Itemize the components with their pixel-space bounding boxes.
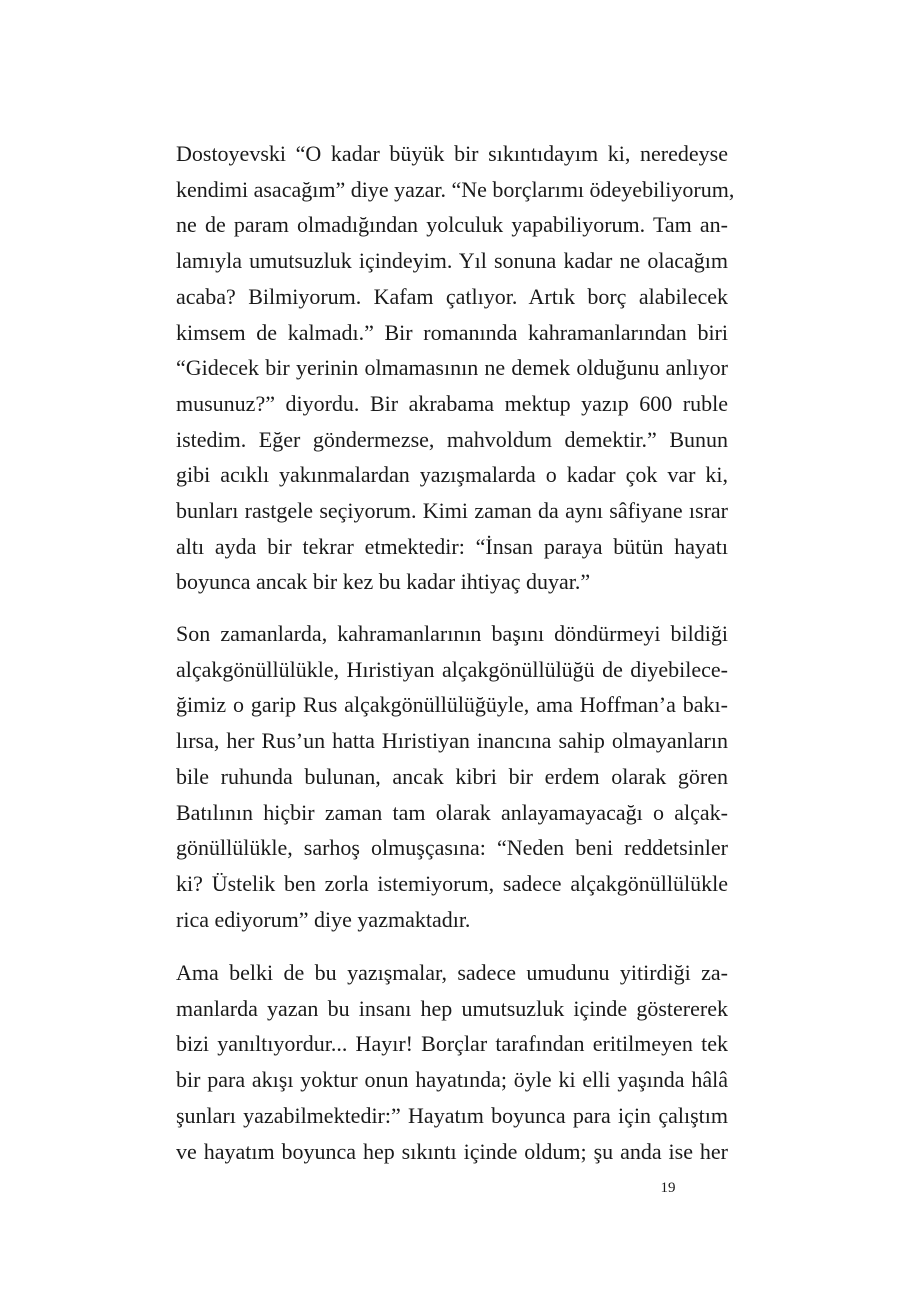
text-line: bile ruhunda bulunan, ancak kibri bir erdem olarak gören bbox=[176, 763, 728, 789]
text-line: “Gidecek bir yerinin olmamasının ne demek olduğunu anlıyor bbox=[176, 355, 728, 381]
text-line: ki? Üstelik ben zorla istemiyorum, sadece alçakgönüllülükle bbox=[176, 870, 728, 896]
text-line: alçakgönüllülükle, Hıristiyan alçakgönüllülüğü de diyebilece- bbox=[176, 656, 728, 682]
text-line: altı ayda bir tekrar etmektedir: “İnsan paraya bütün hayatı bbox=[176, 533, 728, 559]
text-line: lamıyla umutsuzluk içindeyim. Yıl sonuna kadar ne olacağım bbox=[176, 248, 728, 274]
text-line: Son zamanlarda, kahramanlarının başını döndürmeyi bildiği bbox=[176, 621, 728, 646]
text-line: istedim. Eğer göndermezse, mahvoldum demektir.” Bunun bbox=[176, 426, 728, 452]
text-line: bizi yanıltıyordur... Hayır! Borçlar tarafından eritilmeyen tek bbox=[176, 1031, 728, 1057]
text-line: ğimiz o garip Rus alçakgönüllülüğüyle, ama Hoffman’a bakı- bbox=[176, 692, 728, 718]
text-line: gibi acıklı yakınmalardan yazışmalarda o kadar çok var ki, bbox=[176, 462, 728, 488]
text-line: bir para akışı yoktur onun hayatında; öyle ki elli yaşında hâlâ bbox=[176, 1067, 728, 1093]
text-line: acaba? Bilmiyorum. Kafam çatlıyor. Artık borç alabilecek bbox=[176, 283, 728, 309]
text-line: manlarda yazan bu insanı hep umutsuzluk içinde göstererek bbox=[176, 995, 728, 1021]
paragraph-3 bbox=[176, 955, 728, 1169]
text-line: kendimi asacağım” diye yazar. “Ne borçlarımı ödeyebiliyorum, bbox=[176, 176, 735, 202]
text-line: şunları yazabilmektedir:” Hayatım boyunca para için çalıştım bbox=[176, 1102, 728, 1128]
text-line: bunları rastgele seçiyorum. Kimi zaman da aynı sâfiyane ısrar bbox=[176, 498, 728, 524]
text-line: ve hayatım boyunca hep sıkıntı içinde oldum; şu anda ise her bbox=[176, 1138, 728, 1164]
text-line: Dostoyevski “O kadar büyük bir sıkıntıdayım ki, neredeyse bbox=[176, 141, 728, 166]
text-line: gönüllülükle, sarhoş olmuşçasına: “Neden beni reddetsinler bbox=[176, 835, 728, 861]
text-line: lırsa, her Rus’un hatta Hıristiyan inancına sahip olmayanların bbox=[176, 728, 728, 754]
text-line: Batılının hiçbir zaman tam olarak anlayamayacağı o alçak- bbox=[176, 799, 728, 825]
text-line: kimsem de kalmadı.” Bir romanında kahramanlarından biri bbox=[176, 319, 728, 345]
text-line: Ama belki de bu yazışmalar, sadece umudunu yitirdiği za- bbox=[176, 960, 728, 985]
text-line: musunuz?” diyordu. Bir akrabama mektup yazıp 600 ruble bbox=[176, 390, 728, 416]
text-line: rica ediyorum” diye yazmaktadır. bbox=[176, 906, 471, 932]
text-line: ne de param olmadığından yolculuk yapabiliyorum. Tam an- bbox=[176, 212, 728, 238]
paragraph-2 bbox=[176, 616, 728, 937]
text-line: boyunca ancak bir kez bu kadar ihtiyaç duyar.” bbox=[176, 569, 591, 595]
page-number: 19 bbox=[660, 1180, 676, 1196]
paragraph-1 bbox=[176, 136, 735, 600]
